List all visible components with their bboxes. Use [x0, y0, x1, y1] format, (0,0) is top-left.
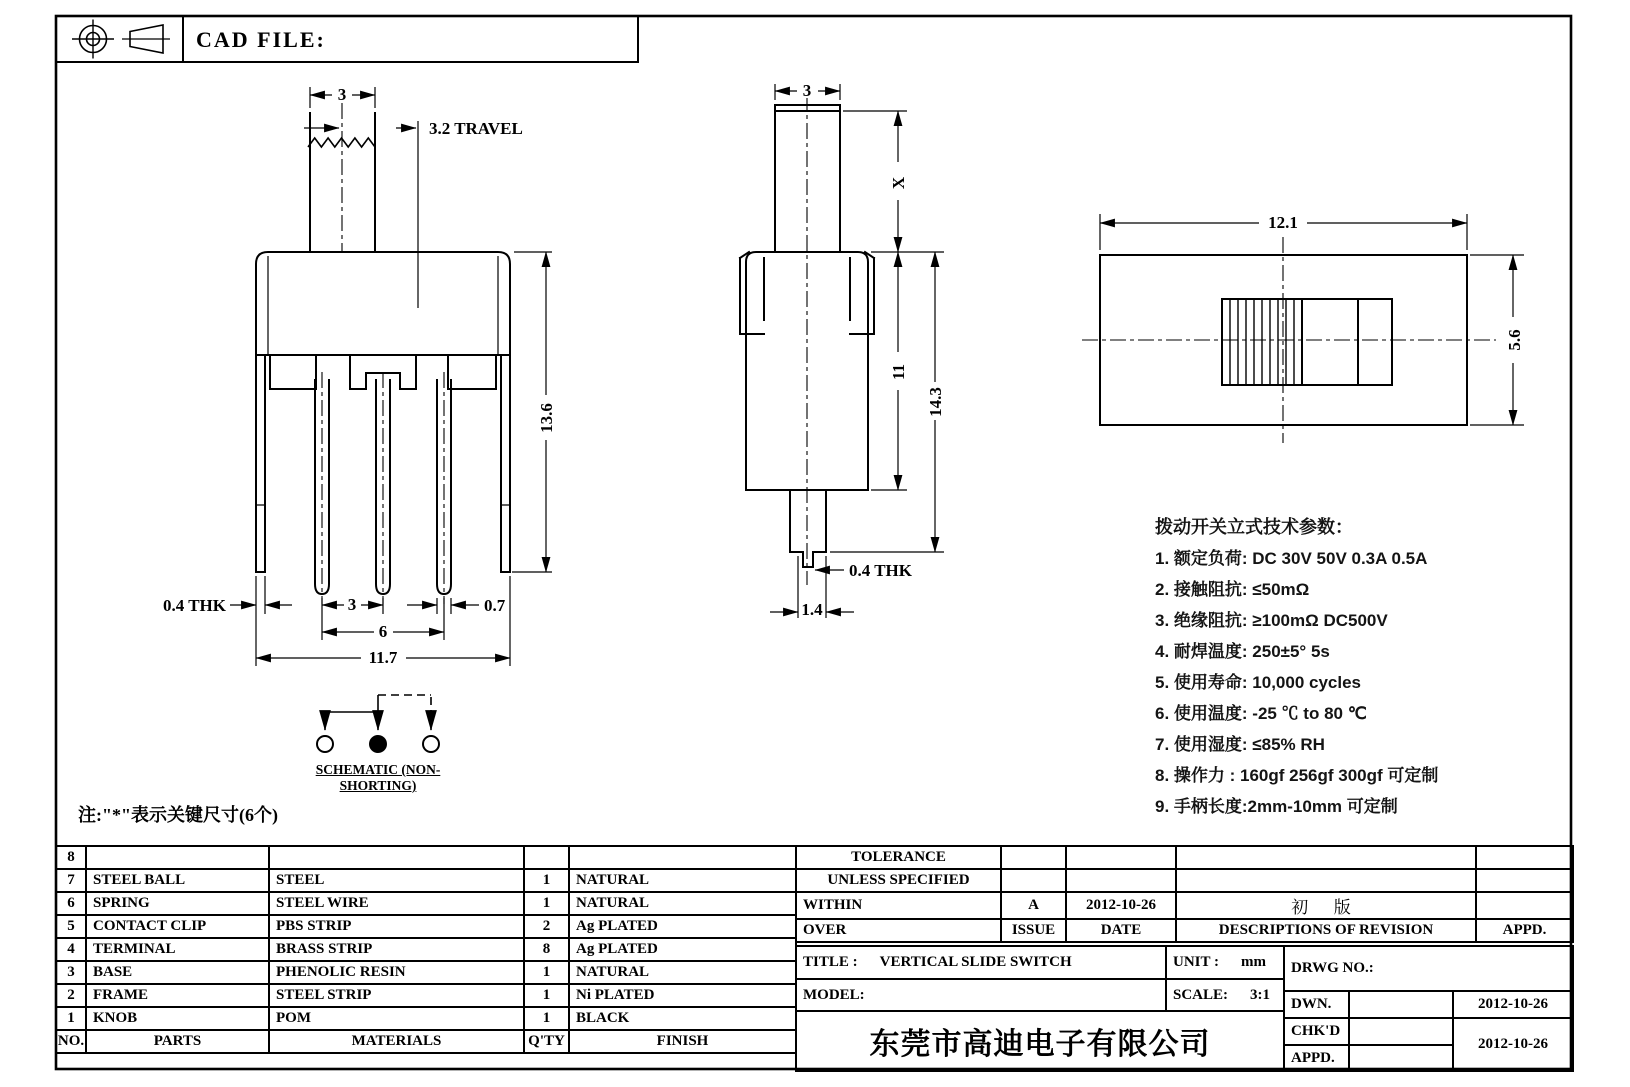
scale-value: 3:1 — [1250, 986, 1271, 1003]
part-qty: 1 — [524, 961, 569, 984]
table-row — [56, 846, 796, 869]
title-value: VERTICAL SLIDE SWITCH — [879, 954, 1072, 970]
part-qty: 8 — [524, 938, 569, 961]
title-block-left — [795, 945, 1285, 1072]
col-header-materials: MATERIALS — [269, 1030, 524, 1053]
revision-date: 2012-10-26 — [1066, 892, 1176, 919]
col-header-no: NO. — [56, 1030, 86, 1053]
part-no: 3 — [56, 961, 86, 984]
unit-value: mm — [1240, 954, 1266, 970]
unit-cell — [1166, 946, 1284, 979]
top-width-dim: 12.1 — [1268, 213, 1298, 232]
date-header: DATE — [1066, 919, 1176, 942]
parts-table — [55, 845, 797, 1054]
tech-param-item: 6. 使用温度: -25 ℃ to 80 ℃ — [1155, 704, 1367, 723]
descriptions-header: DESCRIPTIONS OF REVISION — [1176, 919, 1476, 942]
table-header-row — [56, 1030, 796, 1053]
part-name: SPRING — [86, 892, 269, 915]
col-header-parts: PARTS — [86, 1030, 269, 1053]
dwn-name-cell — [1349, 991, 1453, 1018]
part-material: PBS STRIP — [269, 915, 524, 938]
part-no: 7 — [56, 869, 86, 892]
empty-cell — [1066, 846, 1176, 869]
part-finish: Ni PLATED — [569, 984, 796, 1007]
part-no: 5 — [56, 915, 86, 938]
table-row — [56, 869, 796, 892]
part-name: KNOB — [86, 1007, 269, 1030]
col-header-finish: FINISH — [569, 1030, 796, 1053]
col-header-qty: Q'TY — [524, 1030, 569, 1053]
revision-description: 初 版 — [1176, 892, 1476, 919]
tech-params-title: 拨动开关立式技术参数： — [1155, 517, 1353, 537]
table-row — [56, 915, 796, 938]
title-label: TITLE : — [803, 954, 858, 970]
tech-param-item: 4. 耐焊温度: 250±5° 5s — [1155, 642, 1330, 661]
tech-param-item: 2. 接触阻抗: ≤50mΩ — [1155, 580, 1310, 599]
part-finish: NATURAL — [569, 961, 796, 984]
table-row — [56, 1007, 796, 1030]
empty-cell — [1176, 869, 1476, 892]
part-material: STEEL STRIP — [269, 984, 524, 1007]
tolerance-label: TOLERANCE — [796, 846, 1001, 869]
front-pin-pitch-dim: 3 — [347, 595, 357, 614]
part-material: PHENOLIC RESIN — [269, 961, 524, 984]
side-view — [740, 81, 945, 619]
title-cell — [796, 946, 1166, 979]
front-height-dim: 13.6 — [537, 403, 556, 433]
part-finish: Ag PLATED — [569, 938, 796, 961]
appd-label: APPD. — [1284, 1045, 1349, 1071]
empty-cell — [1176, 846, 1476, 869]
scale-cell — [1166, 979, 1284, 1011]
part-no: 1 — [56, 1007, 86, 1030]
part-no: 4 — [56, 938, 86, 961]
front-travel-dim: 3.2 TRAVEL — [429, 119, 523, 138]
tech-param-item: 5. 使用寿命: 10,000 cycles — [1155, 673, 1362, 692]
top-view — [1082, 213, 1524, 443]
terminal-open-left — [317, 736, 333, 752]
terminal-open-right — [423, 736, 439, 752]
part-finish — [569, 846, 796, 869]
part-material: POM — [269, 1007, 524, 1030]
unless-specified-label: UNLESS SPECIFIED — [796, 869, 1001, 892]
within-label: WITHIN — [796, 892, 1001, 919]
side-stem-width-dim: 1.4 — [801, 600, 823, 619]
key-dimension-note: 注:"*"表示关键尺寸(6个) — [78, 805, 278, 825]
front-overall-width-dim: 11.7 — [368, 648, 398, 667]
part-name: BASE — [86, 961, 269, 984]
unit-label: UNIT : — [1173, 954, 1219, 970]
chkd-appd-date: 2012-10-26 — [1453, 1018, 1573, 1071]
part-finish: BLACK — [569, 1007, 796, 1030]
empty-cell — [1476, 846, 1573, 869]
cad-file-label: CAD FILE: — [196, 27, 326, 52]
empty-cell — [1476, 869, 1573, 892]
part-material — [269, 846, 524, 869]
revision-block — [795, 845, 1574, 943]
part-name: STEEL BALL — [86, 869, 269, 892]
side-pin-thk-dim: 0.4 THK — [849, 561, 912, 580]
part-qty: 1 — [524, 892, 569, 915]
part-qty: 1 — [524, 869, 569, 892]
side-overall-height-dim: 14.3 — [926, 387, 945, 417]
part-no: 2 — [56, 984, 86, 1007]
side-knob-width-dim: 3 — [802, 81, 812, 100]
part-finish: NATURAL — [569, 869, 796, 892]
chkd-label: CHK'D — [1284, 1018, 1349, 1045]
table-row — [56, 892, 796, 915]
part-name — [86, 846, 269, 869]
empty-cell — [1476, 892, 1573, 919]
part-qty — [524, 846, 569, 869]
part-name: TERMINAL — [86, 938, 269, 961]
schematic-diagram — [317, 695, 439, 752]
empty-cell — [1001, 846, 1066, 869]
technical-parameters — [1155, 512, 1438, 822]
scale-label: SCALE: — [1173, 986, 1229, 1003]
front-leg-thk-dim: 0.4 THK — [163, 596, 226, 615]
table-row — [56, 938, 796, 961]
appd-header: APPD. — [1476, 919, 1573, 942]
front-pin-width-dim: 0.7 — [484, 596, 506, 615]
part-qty: 2 — [524, 915, 569, 938]
top-depth-dim: 5.6 — [1505, 329, 1524, 351]
tech-param-item: 8. 操作力 : 160gf 256gf 300gf 可定制 — [1155, 766, 1439, 785]
appd-name-cell — [1349, 1045, 1453, 1071]
side-handle-length-dim: X — [889, 176, 908, 190]
over-label: OVER — [796, 919, 1001, 942]
front-pin-span-dim: 6 — [378, 622, 388, 641]
model-label: MODEL: — [803, 986, 865, 1003]
table-row — [56, 961, 796, 984]
model-cell — [796, 979, 1166, 1011]
part-name: CONTACT CLIP — [86, 915, 269, 938]
front-knob-width-dim: 3 — [337, 85, 347, 104]
chkd-name-cell — [1349, 1018, 1453, 1045]
tech-param-item: 9. 手柄长度:2mm-10mm 可定制 — [1155, 797, 1398, 816]
part-finish: Ag PLATED — [569, 915, 796, 938]
table-row — [56, 984, 796, 1007]
tech-param-item: 1. 额定负荷: DC 30V 50V 0.3A 0.5A — [1155, 549, 1428, 568]
issue-header: ISSUE — [1001, 919, 1066, 942]
revision-issue: A — [1001, 892, 1066, 919]
projection-symbol-icon — [72, 20, 170, 59]
dwn-label: DWN. — [1284, 991, 1349, 1018]
dwn-date: 2012-10-26 — [1453, 991, 1573, 1018]
part-qty: 1 — [524, 984, 569, 1007]
part-finish: NATURAL — [569, 892, 796, 915]
title-block-right — [1283, 945, 1574, 1072]
part-name: FRAME — [86, 984, 269, 1007]
front-view — [163, 85, 556, 667]
part-no: 8 — [56, 846, 86, 869]
part-qty: 1 — [524, 1007, 569, 1030]
drwg-no-label: DRWG NO.: — [1284, 946, 1573, 991]
terminal-common — [370, 736, 386, 752]
schematic-caption: SCHEMATIC (NON-SHORTING) — [315, 762, 441, 793]
empty-cell — [1066, 869, 1176, 892]
part-material: STEEL — [269, 869, 524, 892]
tech-param-item: 7. 使用湿度: ≤85% RH — [1155, 735, 1325, 754]
tech-param-item: 3. 绝缘阻抗: ≥100mΩ DC500V — [1155, 611, 1388, 630]
empty-cell — [1001, 869, 1066, 892]
part-material: BRASS STRIP — [269, 938, 524, 961]
company-name: 东莞市高迪电子有限公司 — [796, 1011, 1284, 1071]
side-body-height-dim: 11 — [889, 363, 908, 381]
part-no: 6 — [56, 892, 86, 915]
part-material: STEEL WIRE — [269, 892, 524, 915]
